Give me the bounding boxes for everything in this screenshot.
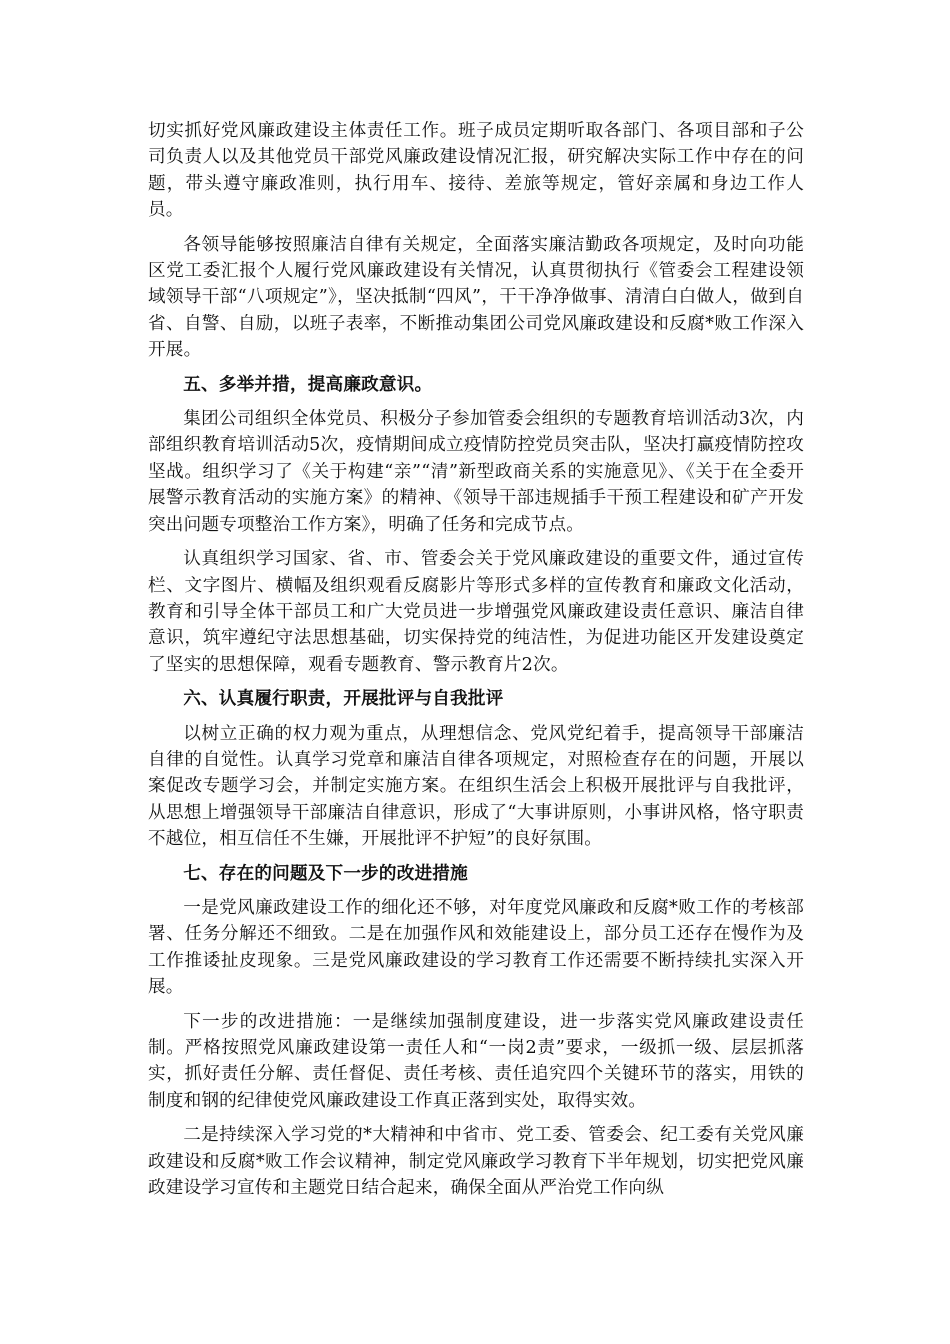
section-heading-five: 五、多举并措，提高廉政意识。	[183, 373, 433, 395]
paragraph-study-documents: 认真组织学习国家、省、市、管委会关于党风廉政建设的重要文件，通过宣传栏、文字图片、横幅及组织观看反腐影片等形式多样的宣传教育和廉政文化活动，教育和引导全体干部员工和广大党员进一步增强党风廉政建设责任意识、廉洁自律意识，筑牢遵纪守法思想基础，切实保持党的纯洁性，为促进功能区开发建设奠定了坚实的思想保障，观看专题教育、警示教育片2次。	[148, 549, 804, 675]
section-heading-six: 六、认真履行职责，开展批评与自我批评	[183, 688, 504, 710]
paragraph-criticism-self-criticism: 以树立正确的权力观为重点，从理想信念、党风党纪着手，提高领导干部廉洁自律的自觉性。认真学习党章和廉洁自律各项规定，对照检查存在的问题，开展以案促改专题学习会，并制定实施方案。在组织生活会上积极开展批评与自我批评，从思想上增强领导干部廉洁自律意识，形成了“大事讲原则，小事讲风格，恪守职责不越位，相互信任不生嫌，开展批评不护短”的良好氛围。	[148, 723, 804, 850]
paragraph-improvement-measures: 下一步的改进措施：一是继续加强制度建设，进一步落实党风廉政建设责任制。严格按照党风廉政建设第一责任人和“一岗2责”要求，一级抓一级、层层抓落实，抓好责任分解、责任督促、责任考核、责任追究四个关键环节的落实，用铁的制度和钢的纪律使党风廉政建设工作真正落到实处，取得实效。	[148, 1011, 804, 1111]
paragraph-party-responsibility: 切实抓好党风廉政建设主体责任工作。班子成员定期听取各部门、各项目部和子公司负责人以及其他党员干部党风廉政建设情况汇报，研究解决实际工作中存在的问题，带头遵守廉政准则，执行用车、接待、差旅等规定，管好亲属和身边工作人员。	[148, 121, 804, 221]
paragraph-continued-study: 二是持续深入学习党的*大精神和中省市、党工委、管委会、纪工委有关党风廉政建设和反腐*败工作会议精神，制定党风廉政学习教育下半年规划，切实把党风廉政建设学习宣传和主题党日结合起来，确保全面从严治党工作向纵	[148, 1125, 804, 1199]
paragraph-leaders-self-discipline: 各领导能够按照廉洁自律有关规定，全面落实廉洁勤政各项规定，及时向功能区党工委汇报个人履行党风廉政建设有关情况，认真贯彻执行《管委会工程建设领域领导干部“八项规定”》，坚决抵制“四风”，干干净净做事、清清白白做人，做到自省、自警、自励，以班子表率，不断推动集团公司党风廉政建设和反腐*败工作深入开展。	[148, 234, 804, 361]
document-page	[148, 118, 804, 1209]
paragraph-training-activities: 集团公司组织全体党员、积极分子参加管委会组织的专题教育培训活动3次，内部组织教育培训活动5次，疫情期间成立疫情防控党员突击队，坚决打赢疫情防控攻坚战。组织学习了《关于构建“亲”“清”新型政商关系的实施意见》、《关于在全委开展警示教育活动的实施方案》的精神、《领导干部违规插手干预工程建设和矿产开发突出问题专项整治工作方案》，明确了任务和完成节点。	[148, 409, 804, 535]
section-heading-seven: 七、存在的问题及下一步的改进措施	[183, 862, 468, 884]
paragraph-existing-problems: 一是党风廉政建设工作的细化还不够，对年度党风廉政和反腐*败工作的考核部署、任务分解还不细致。二是在加强作风和效能建设上，部分员工还存在慢作为及工作推诿扯皮现象。三是党风廉政建设的学习教育工作还需要不断持续扎实深入开展。	[148, 897, 804, 998]
